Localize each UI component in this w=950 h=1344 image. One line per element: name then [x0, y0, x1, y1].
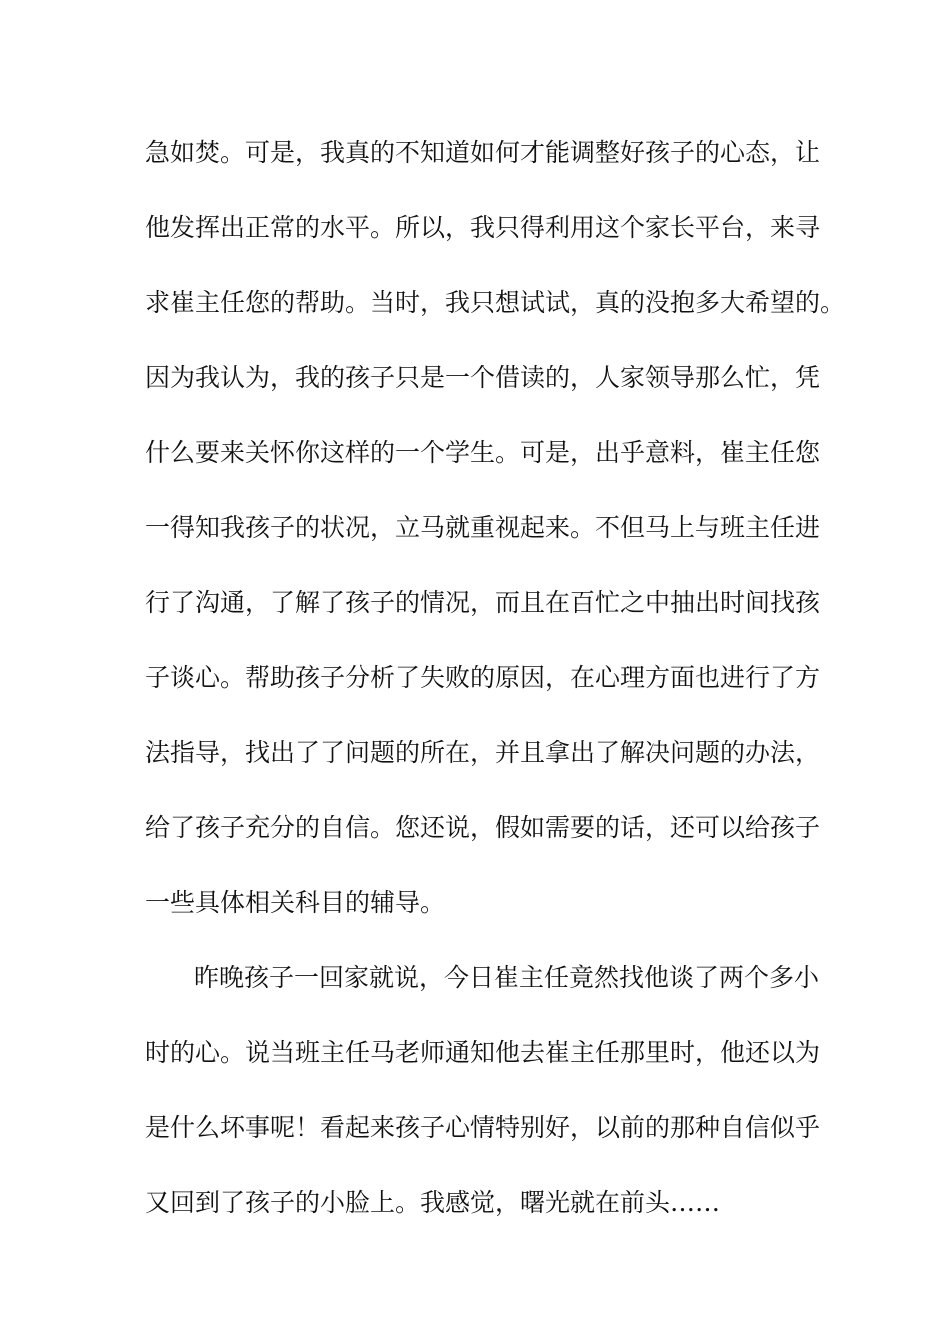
paragraph-line: 一得知我孩子的状况，立马就重视起来。不但马上与班主任进 [145, 513, 821, 542]
paragraph-line: 一些具体相关科目的辅导。 [145, 888, 446, 917]
paragraph-line: 子谈心。帮助孩子分析了失败的原因，在心理方面也进行了方 [145, 663, 821, 692]
paragraph-line: 因为我认为，我的孩子只是一个借读的，人家领导那么忙，凭 [145, 363, 821, 392]
paragraph-line: 又回到了孩子的小脸上。我感觉，曙光就在前头…… [145, 1188, 721, 1217]
paragraph-line: 急如焚。可是，我真的不知道如何才能调整好孩子的心态，让 [145, 138, 821, 167]
paragraph-line: 求崔主任您的帮助。当时，我只想试试，真的没抱多大希望的。 [145, 288, 846, 317]
paragraph-line: 法指导，找出了了问题的所在，并且拿出了解决问题的办法， [145, 738, 821, 767]
paragraph-line: 什么要来关怀你这样的一个学生。可是，出乎意料，崔主任您 [145, 438, 821, 467]
paragraph-2 [145, 948, 821, 1248]
paragraph-line: 给了孩子充分的自信。您还说，假如需要的话，还可以给孩子 [145, 813, 821, 842]
document-body [145, 123, 846, 1248]
paragraph-1 [145, 123, 846, 948]
paragraph-line: 他发挥出正常的水平。所以，我只得利用这个家长平台，来寻 [145, 213, 821, 242]
paragraph-line: 昨晚孩子一回家就说，今日崔主任竟然找他谈了两个多小 [194, 963, 820, 992]
paragraph-line: 时的心。说当班主任马老师通知他去崔主任那里时，他还以为 [145, 1038, 821, 1067]
paragraph-line: 是什么坏事呢！看起来孩子心情特别好，以前的那种自信似乎 [145, 1113, 821, 1142]
paragraph-line: 行了沟通，了解了孩子的情况，而且在百忙之中抽出时间找孩 [145, 588, 821, 617]
